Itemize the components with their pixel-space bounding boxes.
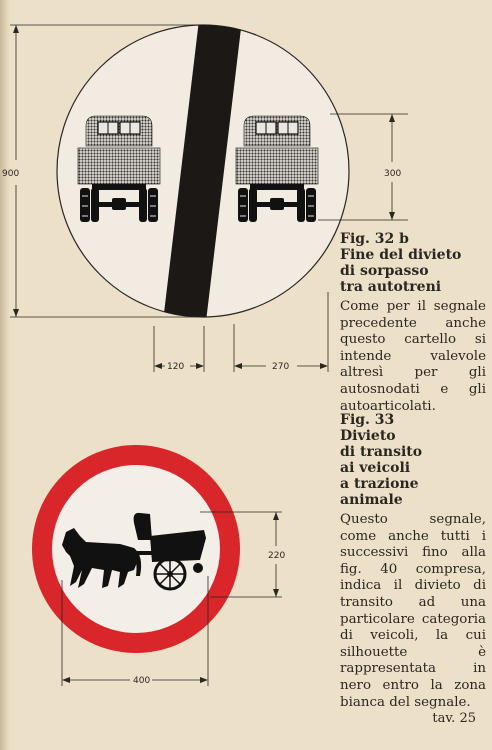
- fig-33-number: Fig. 33: [340, 412, 395, 428]
- dim-120-label: 120: [167, 362, 185, 372]
- fig-32b-title-line: tra autotreni: [340, 279, 442, 295]
- fig-33-title-line: Divieto: [340, 428, 396, 444]
- fig-33-title-line: di transito: [340, 444, 423, 460]
- plate-number: tav. 25: [432, 711, 476, 726]
- fig-33-title-line: ai veicoli: [340, 460, 411, 476]
- fig-33-description: Questo segnale, come anche tutti i successivi fino alla fig. 40 compresa, indica il divieto di transito ad una particolare categoria di veicoli, la cui silhouette è rappresentata in nero entro la zona bianca del segnale.: [340, 512, 486, 710]
- fig-32b-title-line: Fine del divieto: [340, 247, 462, 263]
- fig-32b-title-line: di sorpasso: [340, 263, 429, 279]
- caption-fig-32b: [340, 231, 486, 415]
- dim-270-label: 270: [272, 362, 290, 372]
- dim-220-label: 220: [268, 551, 286, 561]
- dim-400-label: 400: [133, 676, 151, 686]
- dim-300-label: 300: [384, 169, 402, 179]
- fig-32b-number: Fig. 32 b: [340, 231, 409, 247]
- fig-33-title-line: a trazione: [340, 476, 419, 492]
- fig-32b-description: Come per il segnale precedente anche questo cartello si intende valevole altresì per gli autosnodati e gli autoarticolati.: [340, 299, 486, 414]
- dim-900-label: 900: [2, 169, 20, 179]
- fig-33-title-line: animale: [340, 492, 403, 508]
- caption-fig-33: [340, 412, 486, 711]
